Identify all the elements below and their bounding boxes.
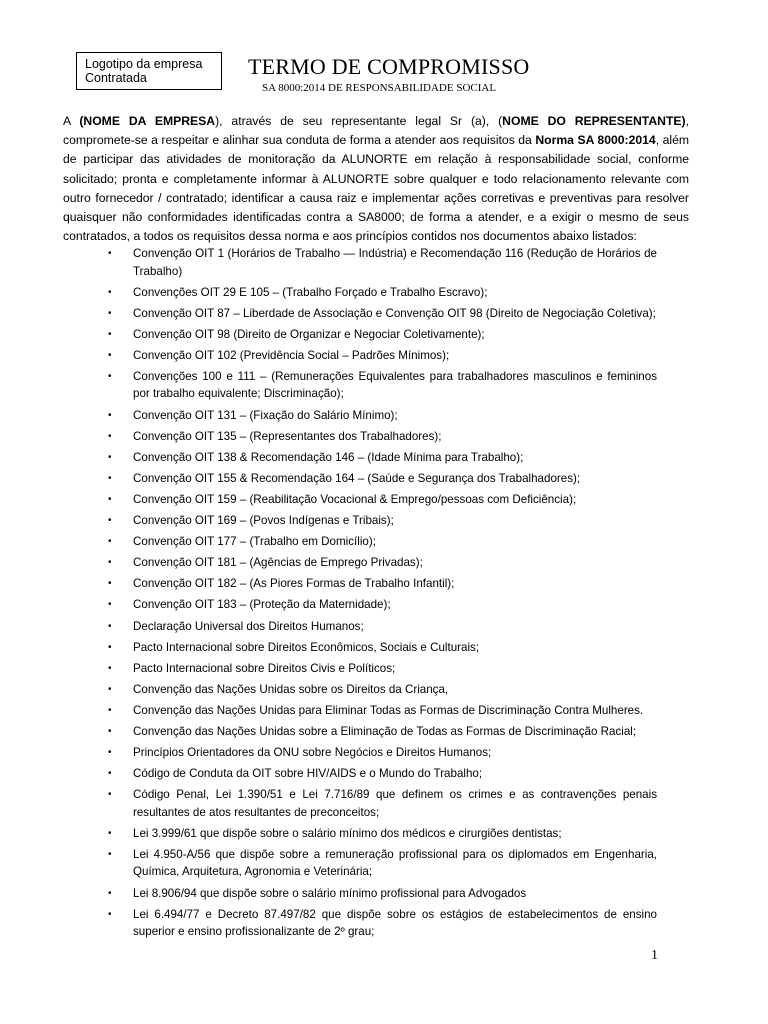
list-item (0, 681, 657, 699)
list-item (0, 765, 657, 783)
bullet-icon: • (108, 493, 112, 505)
bullet-icon: • (108, 848, 112, 860)
bullet-icon: • (108, 307, 112, 319)
list-item-text: Convenção OIT 138 & Recomendação 146 – (Idade Mínima para Trabalho); (133, 450, 524, 464)
logo-placeholder-line2: Contratada (85, 71, 147, 85)
list-item (0, 407, 657, 425)
intro-text-2: ), através de seu representante legal Sr (a), ( (215, 114, 503, 128)
list-item (0, 284, 657, 302)
list-item-text: Convenções OIT 29 E 105 – (Trabalho Forçado e Trabalho Escravo); (133, 285, 488, 299)
list-item-text: Convenção OIT 181 – (Agências de Emprego Privadas); (133, 556, 423, 570)
list-item (0, 825, 657, 843)
list-item-text: Convenção OIT 177 – (Trabalho em Domicílio); (133, 535, 376, 549)
list-item (0, 470, 657, 488)
list-item-text: Convenção OIT 1 (Horários de Trabalho — Indústria) e Recomendação 116 (Redução de Horários de Trabalho) (133, 247, 657, 278)
list-item-text: Convenções 100 e 111 – (Remunerações Equivalentes para trabalhadores masculinos e femininos por trabalho equivalente; Discriminação); (133, 369, 657, 401)
list-item (0, 326, 657, 344)
bullet-icon: • (108, 328, 112, 340)
list-item-text: Convenção das Nações Unidas para Eliminar Todas as Formas de Discriminação Contra Mulheres. (133, 703, 644, 717)
list-item (0, 618, 657, 636)
list-item-text: Convenção das Nações Unidas sobre os Direitos da Criança, (133, 682, 449, 696)
list-item-text: Pacto Internacional sobre Direitos Econômicos, Sociais e Culturais; (133, 640, 480, 654)
list-item (0, 723, 657, 741)
list-item-text: Convenção OIT 159 – (Reabilitação Vocacional & Emprego/pessoas com Deficiência); (133, 492, 577, 506)
list-item-text: Princípios Orientadores da ONU sobre Negócios e Direitos Humanos; (133, 746, 492, 760)
list-item-text: Lei 8.906/94 que dispõe sobre o salário mínimo profissional para Advogados (133, 886, 527, 900)
bullet-icon: • (108, 286, 112, 298)
intro-text-1: A (63, 114, 80, 128)
list-item (0, 885, 657, 903)
list-item-text: Convenção OIT 102 (Previdência Social – Padrões Mínimos); (133, 348, 450, 362)
bullet-icon: • (108, 662, 112, 674)
list-item (0, 639, 657, 657)
list-item-text: Declaração Universal dos Direitos Humanos; (133, 619, 364, 633)
list-item-text: Convenção OIT 135 – (Representantes dos Trabalhadores); (133, 429, 442, 443)
list-item-text: Convenção OIT 169 – (Povos Indígenas e Tribais); (133, 514, 394, 528)
list-item (0, 660, 657, 678)
list-item-text: Lei 4.950-A/56 que dispõe sobre a remuneração profissional para os diplomados em Engenharia, Química, Arquitetura, Agronomia e Veterinária; (133, 847, 657, 879)
page-number: 1 (651, 948, 658, 963)
bullet-icon: • (108, 536, 112, 548)
bullet-icon: • (108, 725, 112, 737)
bullet-icon: • (108, 704, 112, 716)
list-item (0, 786, 657, 821)
bullet-icon: • (108, 557, 112, 569)
bullet-icon: • (108, 578, 112, 590)
bullet-icon: • (108, 789, 112, 801)
bullet-icon: • (108, 827, 112, 839)
bullet-icon: • (108, 887, 112, 899)
list-item-text: Lei 3.999/61 que dispõe sobre o salário mínimo dos médicos e cirurgiões dentistas; (133, 826, 562, 840)
list-item (0, 245, 657, 280)
bullet-icon: • (108, 515, 112, 527)
list-item (0, 554, 657, 572)
list-item-text: Convenção OIT 131 – (Fixação do Salário Mínimo); (133, 408, 398, 422)
representative-name-placeholder: NOME DO REPRESENTANTE) (502, 114, 686, 128)
intro-text-4: , além de participar das atividades de monitoração da ALUNORTE em relação à responsabilidade social, conforme solicitado; pronta e completamente informar à ALUNORTE sobre qualquer e todo relacionamento relevante com outro fornecedor / contratado; identificar a causa raiz e implementar ações corretivas e preventivas para resolver quaisquer não conformidades identificadas contra a SA8000; de forma a atender, e a exigir o mesmo de seus contratados, a todos os requisitos dessa norma e aos princípios contidos nos documentos abaixo listados: (63, 133, 689, 244)
bullet-icon: • (108, 430, 112, 442)
list-item-text: Código de Conduta da OIT sobre HIV/AIDS e o Mundo do Trabalho; (133, 767, 483, 781)
list-item-text: Convenção das Nações Unidas sobre a Eliminação de Todas as Formas de Discriminação Racial; (133, 724, 637, 738)
list-item (0, 906, 657, 941)
list-item (0, 596, 657, 614)
list-item-text: Convenção OIT 183 – (Proteção da Maternidade); (133, 598, 391, 612)
company-logo-placeholder (76, 52, 222, 90)
list-item (0, 744, 657, 762)
bullet-icon: • (108, 370, 112, 382)
list-item (0, 846, 657, 881)
list-item-text: Convenção OIT 87 – Liberdade de Associação e Convenção OIT 98 (Direito de Negociação Coletiva); (133, 306, 656, 320)
bullet-icon: • (108, 620, 112, 632)
list-item (0, 368, 657, 403)
bullet-icon: • (108, 747, 112, 759)
list-item (0, 533, 657, 551)
list-item-text: Código Penal, Lei 1.390/51 e Lei 7.716/89 que definem os crimes e as contravenções penais resultantes de atos resultantes de preconceitos; (133, 788, 657, 819)
bullet-icon: • (108, 248, 112, 259)
list-item (0, 512, 657, 530)
intro-text-3: , compromete-se a respeitar e alinhar sua conduta de forma a atender aos requisitos da (63, 114, 689, 148)
list-item-text: Convenção OIT 155 & Recomendação 164 – (Saúde e Segurança dos Trabalhadores); (133, 471, 581, 485)
logo-placeholder-line1: Logotipo da empresa (85, 57, 203, 71)
bullet-icon: • (108, 349, 112, 361)
list-item (0, 428, 657, 446)
reference-documents-list (0, 245, 768, 944)
list-item (0, 449, 657, 467)
bullet-icon: • (108, 908, 112, 920)
list-item (0, 491, 657, 509)
list-item (0, 575, 657, 593)
list-item (0, 305, 657, 323)
standard-name: Norma SA 8000:2014 (535, 133, 656, 148)
company-name-placeholder: (NOME DA EMPRESA (79, 114, 216, 128)
bullet-icon: • (108, 409, 112, 421)
intro-paragraph (63, 112, 689, 246)
list-item-text: Convenção OIT 98 (Direito de Organizar e Negociar Coletivamente); (133, 327, 485, 341)
list-item (0, 702, 657, 720)
list-item-text: Lei 6.494/77 e Decreto 87.497/82 que dispõe sobre os estágios de estabelecimentos de ensino superior e ensino profissionalizante de 2º grau; (133, 907, 657, 939)
list-item-text: Pacto Internacional sobre Direitos Civis e Políticos; (133, 661, 396, 675)
list-item-text: Convenção OIT 182 – (As Piores Formas de Trabalho Infantil); (133, 577, 455, 591)
bullet-icon: • (108, 472, 112, 484)
bullet-icon: • (108, 451, 112, 463)
bullet-icon: • (108, 683, 112, 695)
list-item (0, 347, 657, 365)
bullet-icon: • (108, 641, 112, 653)
document-title: TERMO DE COMPROMISSO (248, 54, 530, 79)
document-subtitle: SA 8000:2014 DE RESPONSABILIDADE SOCIAL (262, 82, 497, 94)
bullet-icon: • (108, 768, 112, 780)
bullet-icon: • (108, 599, 112, 611)
